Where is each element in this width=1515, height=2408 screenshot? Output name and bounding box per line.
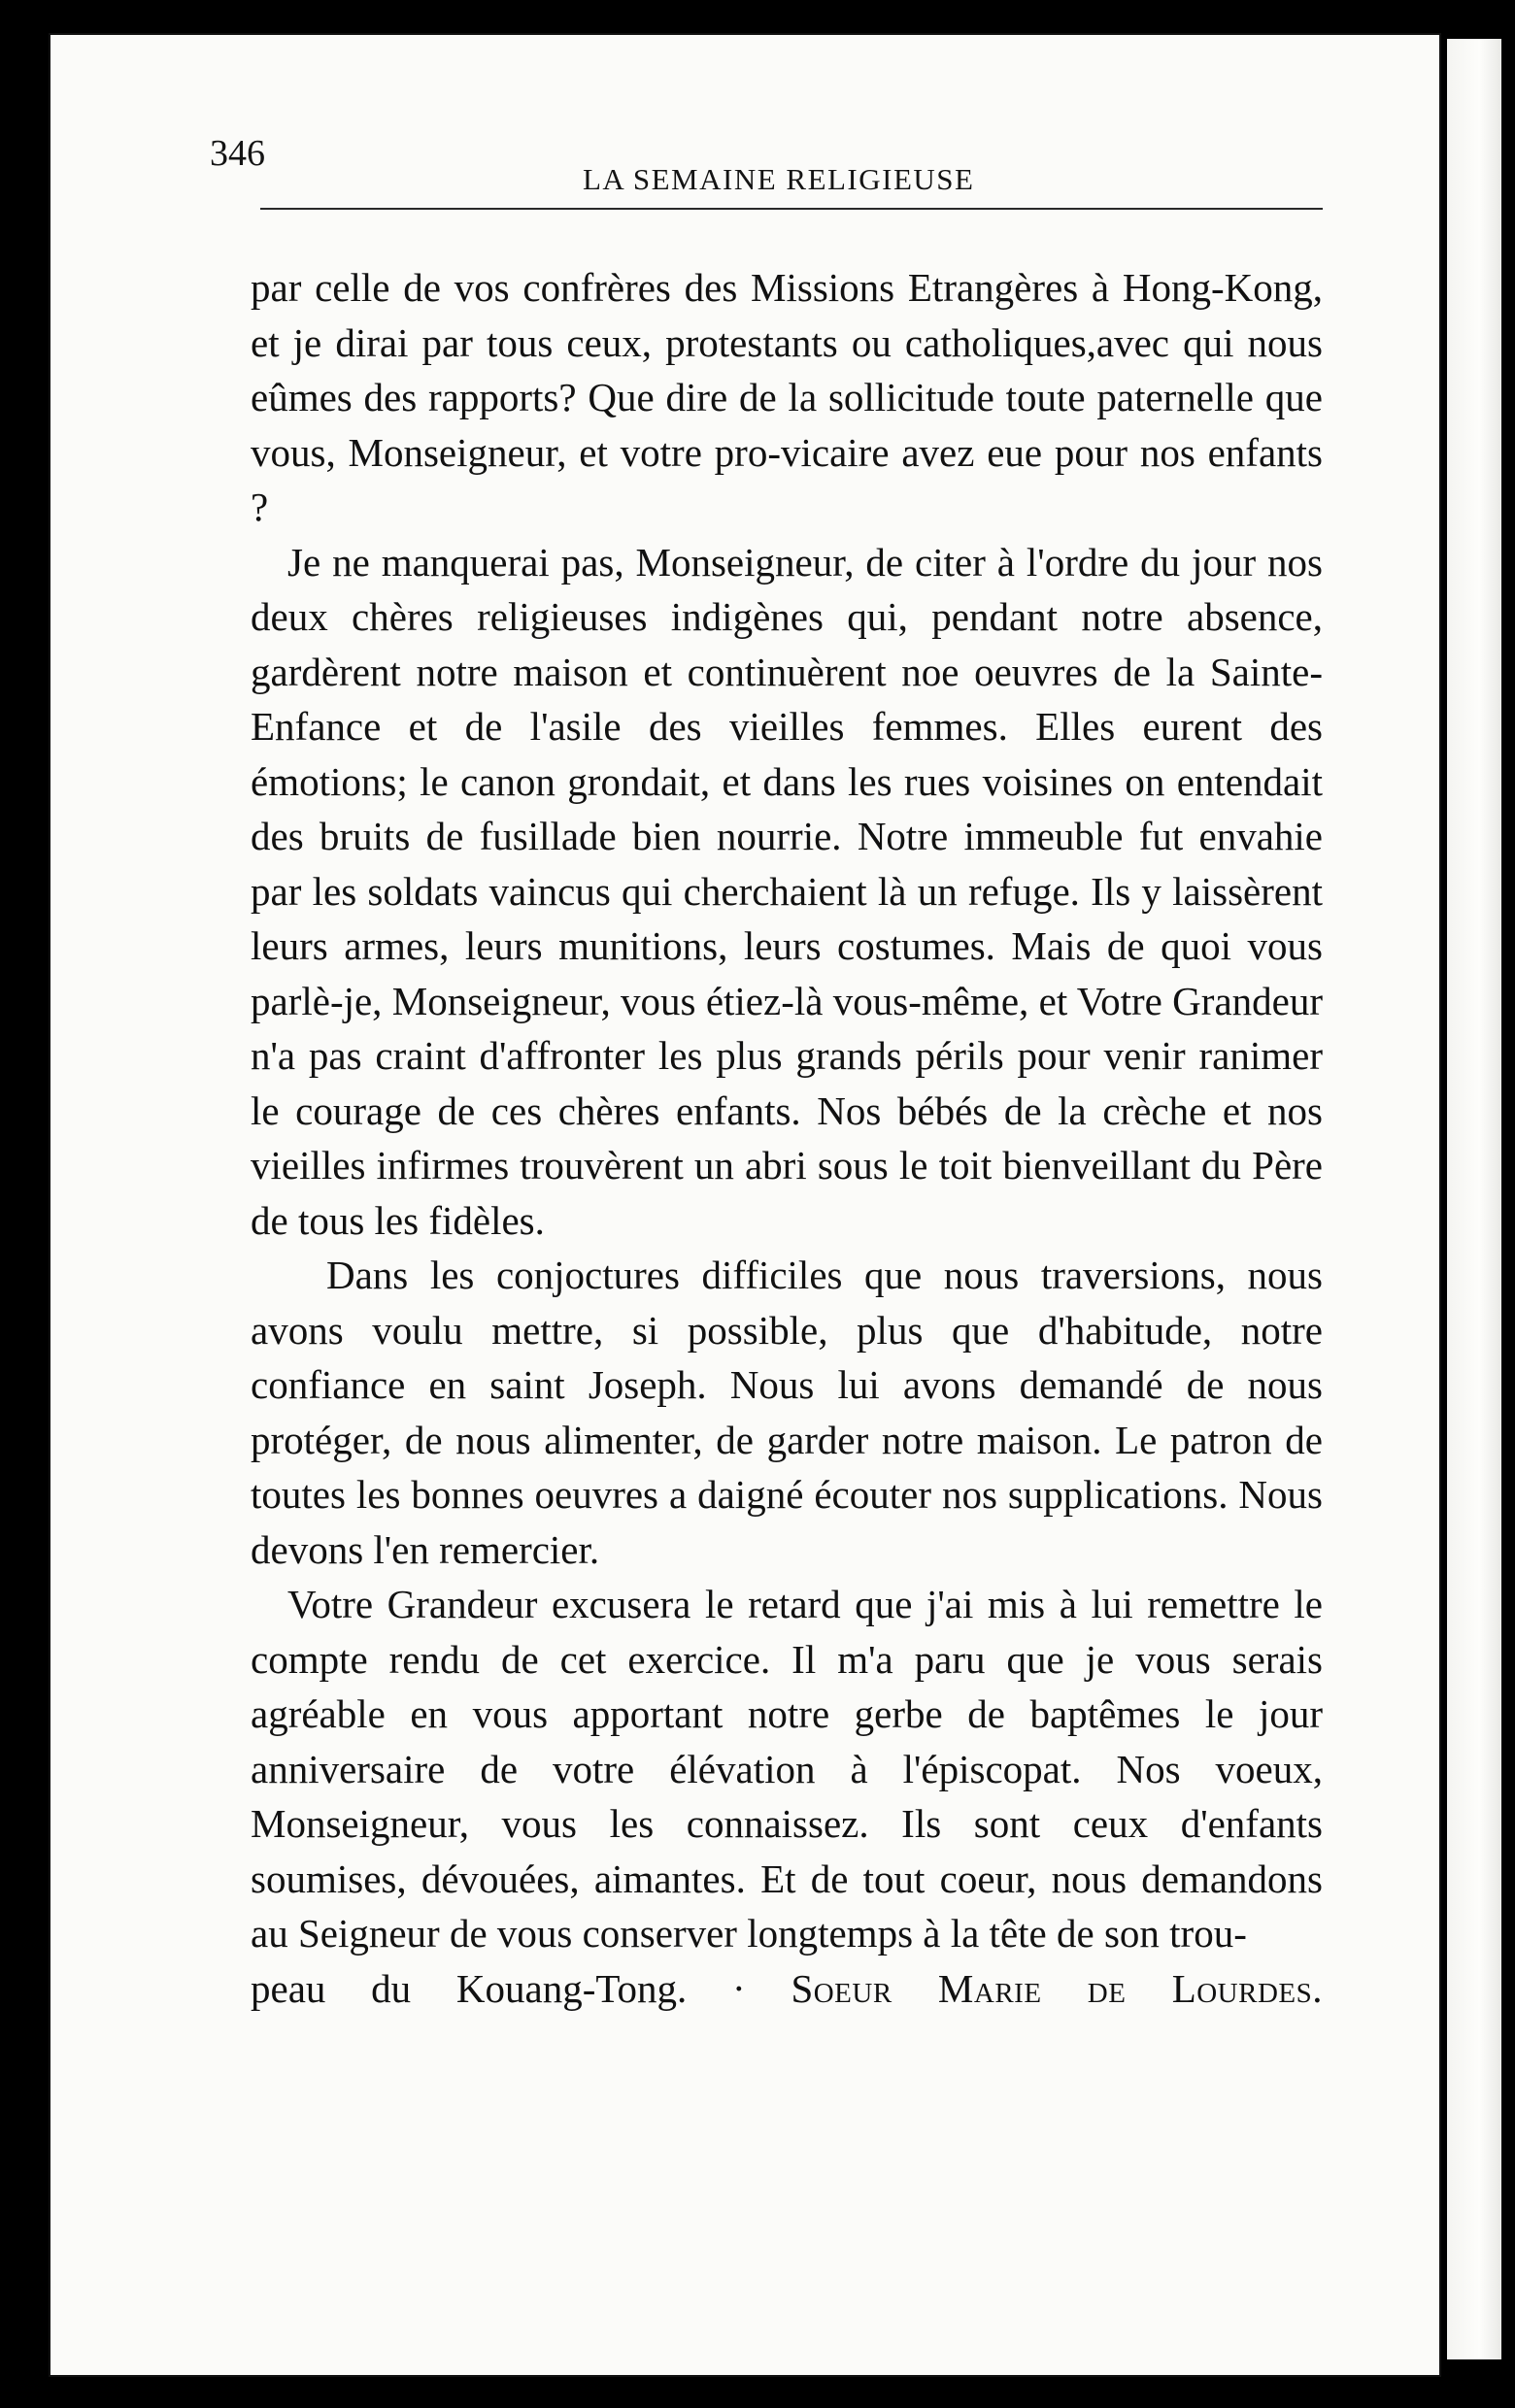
running-title: LA SEMAINE RELIGIEUSE [583,162,975,196]
closing-separator: · [732,1965,746,2011]
paragraph-2: Je ne manquerai pas, Monseigneur, de citer à l'ordre du jour nos deux chères religieuses indigènes qui, pendant notre absence, gardèrent notre maison et continuèrent noe oeuvres de la Sainte-Enfance et de l'asile des vieilles femmes. Elles eurent des émotions; le canon grondait, et dans les rues voisines on entendait des bruits de fusillade bien nourrie. Notre immeuble fut envahie par les soldats vaincus qui cherchaient là un refuge. Ils y laissèrent leurs armes, leurs munitions, leurs costumes. Mais de quoi vous parlè-je, Monseigneur, vous étiez-là vous-même, et Votre Grandeur n'a pas craint d'affronter les plus grands périls pour venir ranimer le courage de ces chères enfants. Nos bébés de la crèche et nos vieilles infirmes trouvèrent un abri sous le toit bienveillant du Père de tous les fidèles. [251,539,1323,1243]
closing-line [251,1961,1323,2017]
header-rule [260,208,1323,210]
facing-page-edge [1447,39,1501,2359]
signature: Soeur Marie de Lourdes. [791,1965,1323,2011]
paragraph-3: Dans les conjoctures difficiles que nous traversions, nous avons voulu mettre, si possible, plus que d'habitude, notre confiance en saint Joseph. Nous lui avons demandé de nous protéger, de nous alimenter, de garder notre maison. Le patron de toutes les bonnes oeuvres a daigné écouter nos supplications. Nous devons l'en remercier. [251,1253,1323,1572]
paragraph-1: par celle de vos confrères des Missions Etrangères à Hong-Kong, et je dirai par tous ceux, protestants ou catholiques,avec qui nous eûmes des rapports? Que dire de la sollicitude toute paternelle que vous, Monseigneur, et votre pro-vicaire avez eue pour nos enfants ? [251,265,1323,529]
body-text [251,260,1323,2016]
paragraph-4: Votre Grandeur excusera le retard que j'ai mis à lui remettre le compte rendu de cet exercice. Il m'a paru que je vous serais agréable en vous apportant notre gerbe de baptêmes le jour anniversaire de votre élévation à l'épiscopat. Nos voeux, Monseigneur, vous les connaissez. Ils sont ceux d'enfants soumises, dévouées, aimantes. Et de tout coeur, nous demandons au Seigneur de vous conserver longtemps à la tête de son trou- [251,1582,1323,1956]
closing-text: peau du Kouang-Tong. [251,1965,688,2011]
page-number: 346 [210,133,265,174]
